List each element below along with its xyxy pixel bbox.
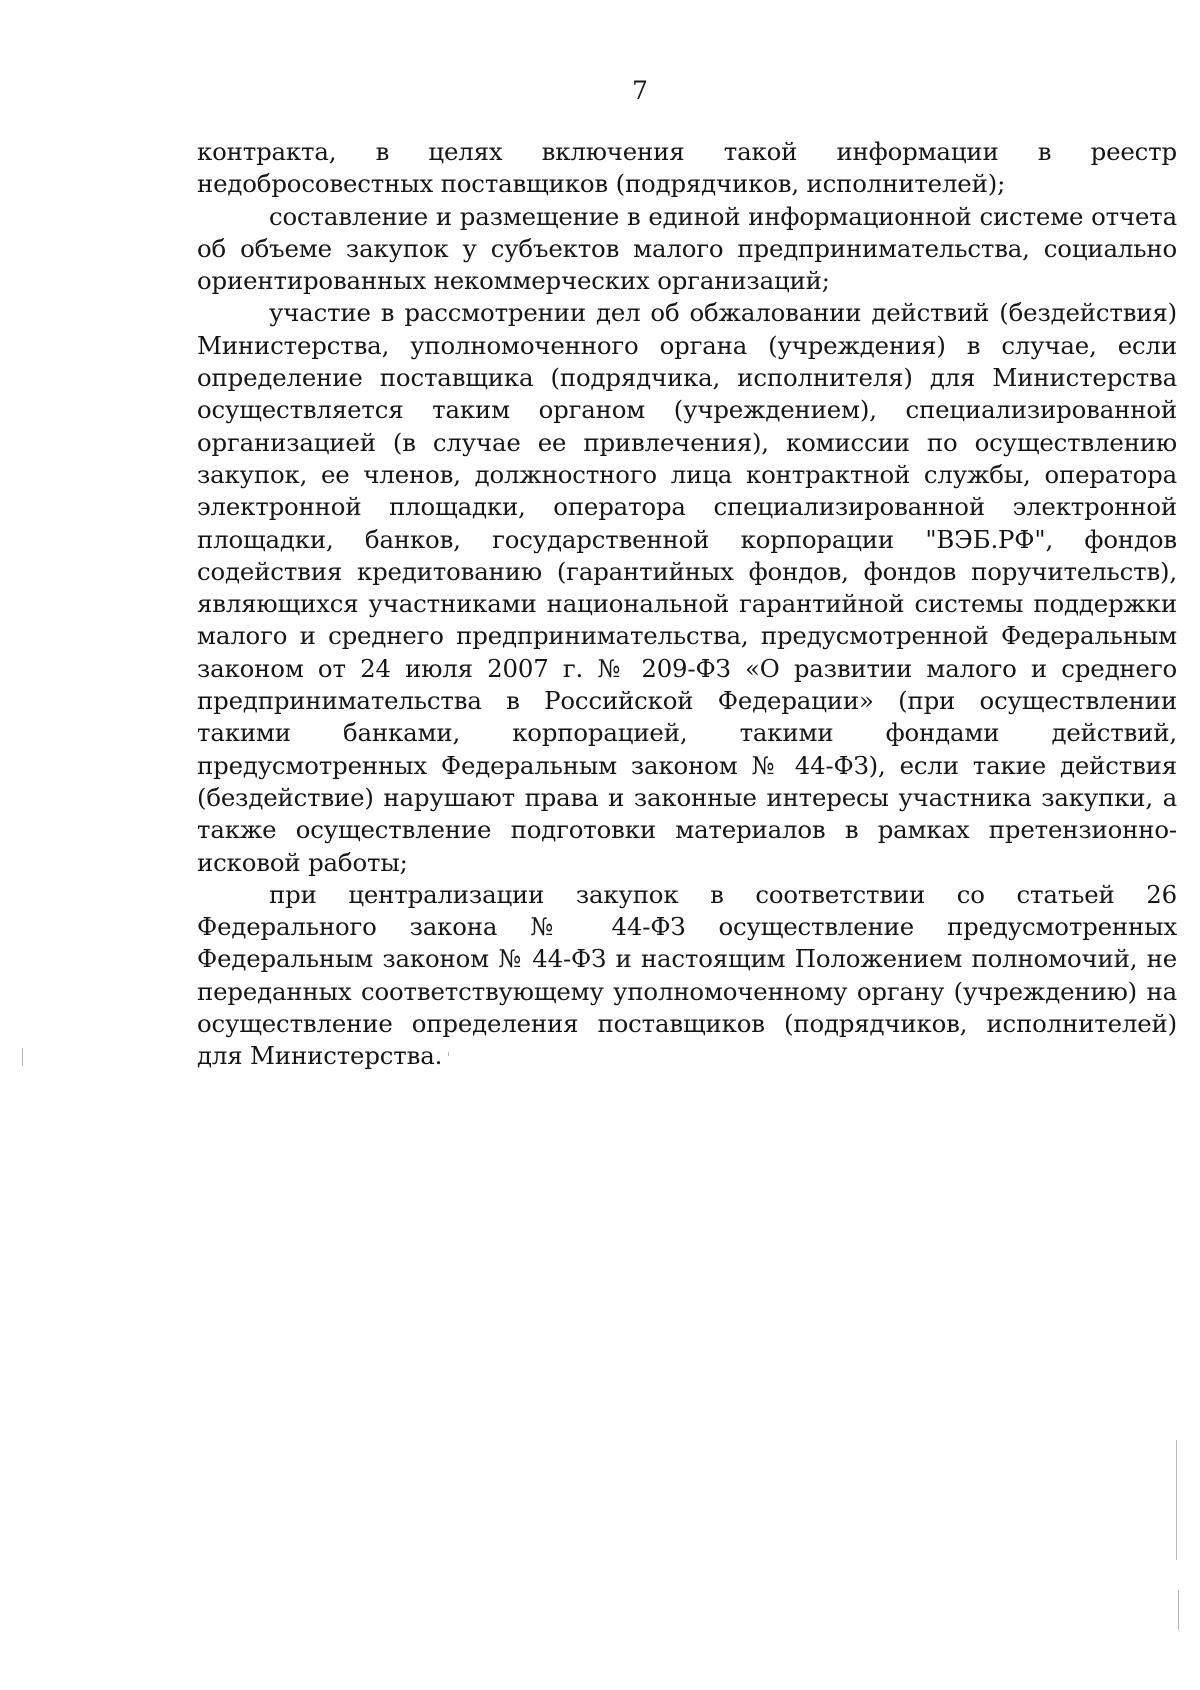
scan-artifact [1178,1590,1179,1630]
scan-artifact [22,1048,23,1066]
document-body [197,136,1177,1073]
paragraph: участие в рассмотрении дел об обжаловании действий (бездействия) Министерства, уполномоченного органа (учреждения) в случае, если определение поставщика (подрядчика, исполнителя) для Министерства осуществляется таким органом (учреждением), специализированной организацией (в случае ее привлечения), комиссии по осуществлению закупок, ее членов, должностного лица контрактной службы, оператора электронной площадки, оператора специализированной электронной площадки, банков, государственной корпорации "ВЭБ.РФ", фондов содействия кредитованию (гарантийных фондов, фондов поручительств), являющихся участниками национальной гарантийной системы поддержки малого и среднего предпринимательства, предусмотренной Федеральным законом от 24 июля 2007 г. № 209-ФЗ «О развитии малого и среднего предпринимательства в Российской Федерации» (при осуществлении такими банками, корпорацией, такими фондами действий, предусмотренных Федеральным законом № 44-ФЗ), если такие действия (бездействие) нарушают права и законные интересы участника закупки, а также осуществление подготовки материалов в рамках претензионно-исковой работы; [197,298,1177,877]
paragraph: составление и размещение в единой информационной системе отчета об объеме закупок у субъектов малого предпринимательства, социально ориентированных некоммерческих организаций; [197,201,1177,296]
scan-artifact [448,1052,449,1056]
paragraph: при централизации закупок в соответствии со статьей 26 Федерального закона № 44-ФЗ осуществление предусмотренных Федеральным законом № 44-ФЗ и настоящим Положением полномочий, не переданных соответствующему уполномоченному органу (учреждению) на осуществление определения поставщиков (подрядчиков, исполнителей) для Министерства. [197,879,1177,1071]
scan-artifact [1176,1440,1177,1560]
page-number: 7 [632,76,648,105]
paragraph: контракта, в целях включения такой информации в реестр недобросовестных поставщиков (подрядчиков, исполнителей); [197,137,1177,199]
